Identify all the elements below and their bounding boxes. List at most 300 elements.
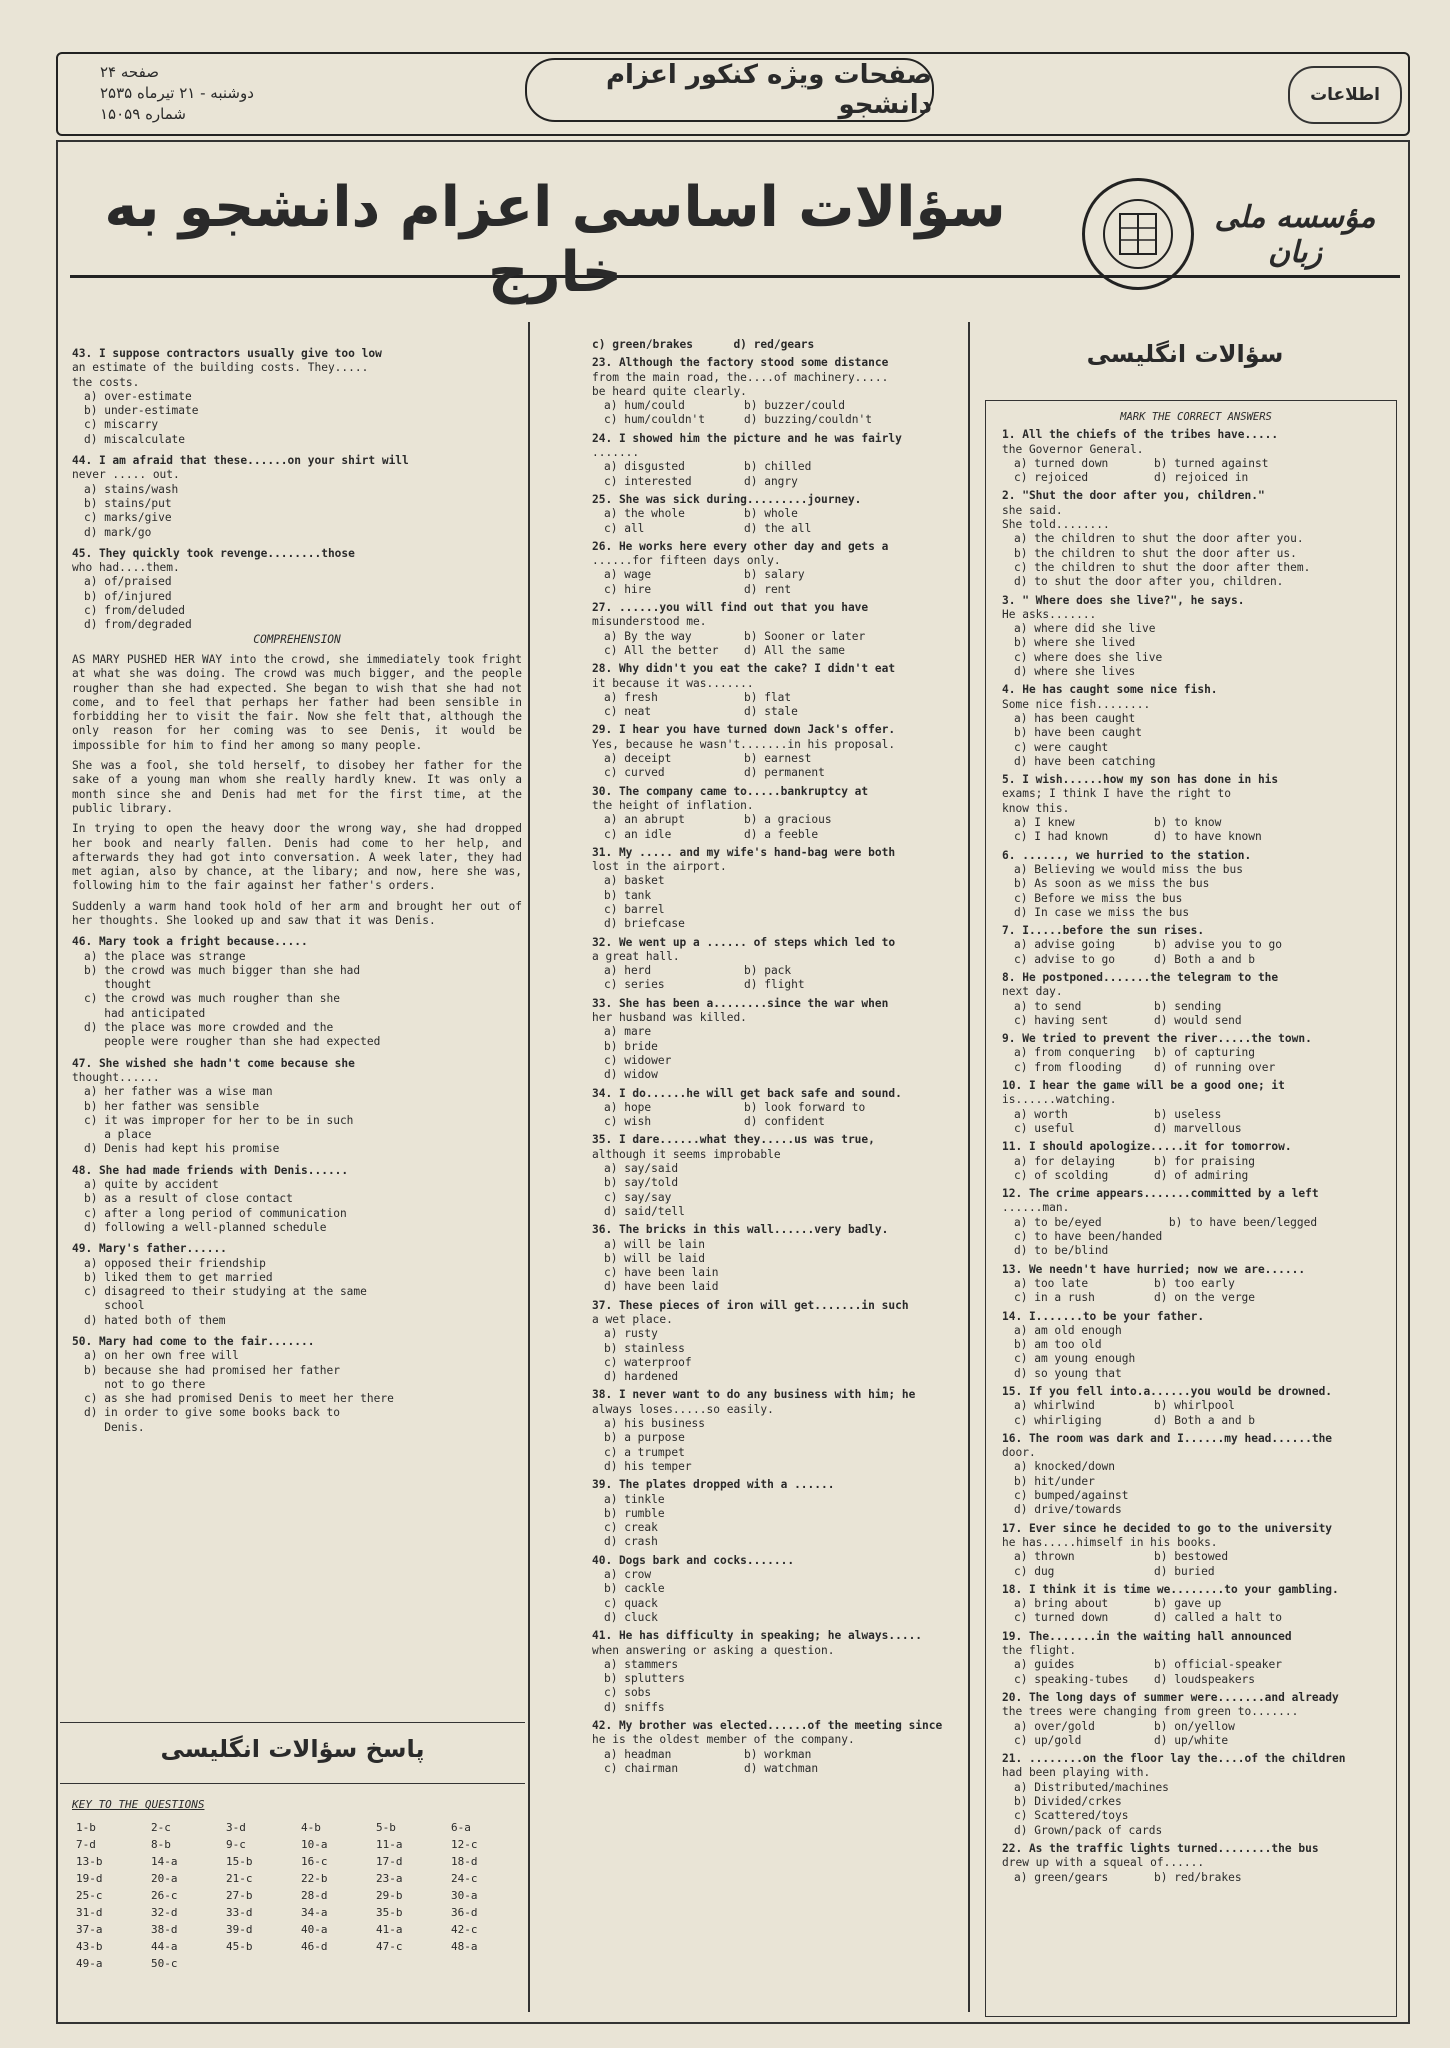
question xyxy=(592,540,962,597)
question xyxy=(1002,1385,1390,1428)
answer-option-row xyxy=(1002,816,1390,830)
answer-option: d) his temper xyxy=(604,1459,692,1473)
key-cell: 14-a xyxy=(151,1855,178,1868)
question-text: 25. She was sick during.........journey. xyxy=(592,492,862,506)
answer-option: d) mark/go xyxy=(84,525,152,539)
answer-option: d) buzzing/couldn't xyxy=(744,413,872,427)
answer-option-row xyxy=(592,828,962,842)
answer-option: c) the children to shut the door after them. xyxy=(1014,560,1311,574)
answer-option-row xyxy=(1002,1658,1390,1672)
answer-option: b) for praising xyxy=(1154,1154,1256,1168)
answer-option: a) guides xyxy=(1014,1658,1075,1672)
answer-option: b) stainless xyxy=(604,1341,685,1355)
key-cell: 40-a xyxy=(301,1923,328,1936)
answer-option: b) bestowed xyxy=(1154,1550,1229,1564)
question xyxy=(592,1299,962,1385)
question-text: the costs. xyxy=(72,375,140,389)
answer-option: d) drive/towards xyxy=(1014,1503,1122,1517)
answer-option: b) where she lived xyxy=(1014,636,1136,650)
issue-info xyxy=(100,62,300,125)
answer-option: b) hit/under xyxy=(1014,1474,1095,1488)
answer-option: b) of capturing xyxy=(1154,1046,1256,1060)
answer-option-row xyxy=(592,413,962,427)
question xyxy=(72,1242,522,1328)
question-text: 8. He postponed.......the telegram to the xyxy=(1002,970,1279,984)
answer-option: c) I had known xyxy=(1014,830,1109,844)
answer-option: a) for delaying xyxy=(1014,1154,1116,1168)
answer-option: c) dug xyxy=(1014,1564,1055,1578)
key-row xyxy=(72,1819,522,1836)
answer-option: a) fresh xyxy=(604,690,658,704)
answer-option: c) interested xyxy=(604,474,692,488)
question-text: She told........ xyxy=(1002,518,1110,532)
answer-option: c) say/say xyxy=(604,1190,672,1204)
answer-option: a) her father was a wise man xyxy=(84,1085,273,1099)
answer-option: b) the children to shut the door after us. xyxy=(1014,546,1297,560)
answer-option: a) headman xyxy=(604,1747,672,1761)
answer-option-row xyxy=(1002,1291,1390,1305)
answer-option: b) whole xyxy=(744,507,798,521)
question xyxy=(1002,1842,1390,1885)
answer-option: c) curved xyxy=(604,766,665,780)
answer-option: d) the all xyxy=(744,521,812,535)
answer-option: b) red/brakes xyxy=(1154,1870,1242,1884)
question-text: thought...... xyxy=(72,1070,160,1084)
answer-option: d) marvellous xyxy=(1154,1121,1242,1135)
question xyxy=(1002,683,1390,769)
answer-option: a) bring about xyxy=(1014,1597,1109,1611)
passage-paragraph: She was a fool, she told herself, to disobey her father for the sake of a young man whom she really hardly knew. It was only a month since she and Denis had met for the first time, at the public library. xyxy=(72,759,522,815)
answer-option: a) his business xyxy=(604,1417,706,1431)
column-rule xyxy=(968,322,970,2012)
answer-option-row xyxy=(592,399,962,413)
key-cell: 28-d xyxy=(301,1889,328,1902)
question xyxy=(1002,1630,1390,1687)
answer-option: b) salary xyxy=(744,568,805,582)
answer-option: d) called a halt to xyxy=(1154,1611,1282,1625)
answer-option: a) I knew xyxy=(1014,816,1075,830)
answer-option: c) the crowd was much rougher than she xyxy=(84,992,340,1006)
answer-option-row xyxy=(1002,1061,1390,1075)
answer-option: b) look forward to xyxy=(744,1100,866,1114)
question xyxy=(1002,1310,1390,1381)
answer-option: d) cluck xyxy=(604,1610,658,1624)
question xyxy=(592,846,962,932)
answer-option: a place xyxy=(84,1128,152,1142)
question-text: 42. My brother was elected......of the meeting since xyxy=(592,1719,943,1733)
question-text: 21. ........on the floor lay the....of the children xyxy=(1002,1752,1346,1766)
question xyxy=(592,356,962,427)
answer-option-row xyxy=(592,1101,962,1115)
answer-option: c) waterproof xyxy=(604,1355,692,1369)
answer-option: c) neat xyxy=(604,705,652,719)
question-text: 3. " Where does she live?", he says. xyxy=(1002,593,1245,607)
newspaper-logo: اطلاعات xyxy=(1288,66,1402,124)
question xyxy=(592,432,962,489)
answer-option: a) quite by accident xyxy=(84,1178,219,1192)
answer-option: b) earnest xyxy=(744,752,812,766)
question-text: 50. Mary had come to the fair....... xyxy=(72,1335,315,1348)
answer-option: a) over/gold xyxy=(1014,1719,1095,1733)
answer-option: Denis. xyxy=(84,1420,145,1434)
question-text: 15. If you fell into.a......you would be drowned. xyxy=(1002,1385,1333,1398)
question xyxy=(1002,1079,1390,1136)
question-text: door. xyxy=(1002,1446,1036,1460)
answer-option: b) chilled xyxy=(744,460,812,474)
answer-option: a) will be lain xyxy=(604,1237,706,1251)
answer-option: a) worth xyxy=(1014,1107,1068,1121)
answer-option: b) official-speaker xyxy=(1154,1658,1282,1672)
question xyxy=(592,785,962,842)
answer-option: d) In case we miss the bus xyxy=(1014,905,1190,919)
question-text: He asks....... xyxy=(1002,607,1097,621)
key-cell: 43-b xyxy=(76,1940,103,1953)
answer-option: not to go there xyxy=(84,1377,206,1391)
question xyxy=(592,493,962,536)
answer-option: b) a purpose xyxy=(604,1431,685,1445)
comprehension-heading: COMPREHENSION xyxy=(253,632,341,646)
key-heading: KEY TO THE QUESTIONS xyxy=(72,1798,205,1811)
key-cell xyxy=(297,1955,372,1972)
column-left xyxy=(72,340,522,1690)
answer-option: c) from/deluded xyxy=(84,604,186,618)
key-cell: 18-d xyxy=(451,1855,478,1868)
answer-option: c) sobs xyxy=(604,1686,652,1700)
question-text: be heard quite clearly. xyxy=(592,384,747,398)
answer-option: c) from flooding xyxy=(1014,1060,1122,1074)
question-text: 36. The bricks in this wall......very badly. xyxy=(592,1223,889,1237)
answer-option: c) Before we miss the bus xyxy=(1014,891,1183,905)
key-cell: 9-c xyxy=(226,1838,246,1851)
question-text: 49. Mary's father...... xyxy=(72,1242,227,1256)
key-cell xyxy=(222,1955,297,1972)
question-text: 34. I do......he will get back safe and sound. xyxy=(592,1086,902,1100)
key-row xyxy=(72,1836,522,1853)
answer-option: d) from/degraded xyxy=(84,618,192,632)
key-cell: 4-b xyxy=(301,1821,321,1834)
answer-option: b) useless xyxy=(1154,1107,1222,1121)
answer-option: d) the place was more crowded and the xyxy=(84,1021,334,1035)
key-cell: 13-b xyxy=(76,1855,103,1868)
answer-option: a) opposed their friendship xyxy=(84,1256,266,1270)
key-cell: 16-c xyxy=(301,1855,328,1868)
question xyxy=(1002,1032,1390,1075)
answer-option: c) speaking-tubes xyxy=(1014,1672,1129,1686)
answer-option: c) it was improper for her to be in such xyxy=(84,1113,354,1127)
key-cell: 36-d xyxy=(451,1906,478,1919)
question-text: 6. ......, we hurried to the station. xyxy=(1002,848,1252,862)
question xyxy=(592,601,962,658)
question-text: never ..... out. xyxy=(72,468,180,482)
key-cell: 23-a xyxy=(376,1872,403,1885)
answer-option: d) Grown/pack of cards xyxy=(1014,1823,1163,1837)
answer-option: a) am old enough xyxy=(1014,1323,1122,1337)
issue-date: دوشنبه - ۲۱ تیرماه ۲۵۳۵ xyxy=(100,84,254,102)
answer-option-row xyxy=(1002,1277,1390,1291)
answer-option: d) miscalculate xyxy=(84,432,186,446)
question xyxy=(592,1719,962,1776)
question-text: 31. My ..... and my wife's hand-bag were both xyxy=(592,845,896,859)
answer-option: c) wish xyxy=(604,1115,652,1129)
answer-option: b) rumble xyxy=(604,1506,665,1520)
answer-option: had anticipated xyxy=(84,1006,206,1020)
answer-option: a) herd xyxy=(604,964,652,978)
question-text: she said. xyxy=(1002,503,1063,517)
answer-option: b) too early xyxy=(1154,1276,1235,1290)
question-text: 19. The.......in the waiting hall announced xyxy=(1002,1629,1292,1643)
key-cell: 22-b xyxy=(301,1872,328,1885)
institute-name: مؤسسه ملی زبان xyxy=(1214,200,1376,270)
key-table xyxy=(72,1819,522,1972)
passage-paragraph: AS MARY PUSHED HER WAY into the crowd, she immediately took fright at what she was doing. The crowd was much bigger, and the people rougher than she had expected. She began to wish that she had not come, and to feel that perhaps her father had been sensible in forbidding her to visit the fair. Now she felt that, although the only reason for her coming was to see Denis, it would be impossible for him to find her among so many people. xyxy=(72,652,522,752)
answer-option-row xyxy=(592,964,962,978)
answer-option: b) on/yellow xyxy=(1154,1719,1235,1733)
answer-option: d) rent xyxy=(744,582,792,596)
answer-option: a) deceipt xyxy=(604,752,672,766)
answer-option-row xyxy=(1002,1000,1390,1014)
answer-option: d) stale xyxy=(744,705,798,719)
question xyxy=(1002,1432,1390,1518)
answer-option: a) on her own free will xyxy=(84,1349,239,1363)
answer-option-row xyxy=(1002,1871,1390,1885)
answer-option-row xyxy=(592,475,962,489)
question-text: it because it was....... xyxy=(592,676,754,690)
question-text: 1. All the chiefs of the tribes have..... xyxy=(1002,428,1279,442)
answer-option: d) to be/blind xyxy=(1014,1244,1109,1258)
answer-option: a) knocked/down xyxy=(1014,1460,1116,1474)
answer-option: c) whirliging xyxy=(1014,1413,1102,1427)
question-text: he is the oldest member of the company. xyxy=(592,1733,855,1747)
question-text: 27. ......you will find out that you have xyxy=(592,601,869,615)
question-text: 12. The crime appears.......committed by a left xyxy=(1002,1187,1319,1201)
question xyxy=(592,936,962,993)
key-cell: 10-a xyxy=(301,1838,328,1851)
answer-option: c) disagreed to their studying at the same xyxy=(84,1285,367,1299)
answer-option: d) permanent xyxy=(744,766,825,780)
answer-option: a) stammers xyxy=(604,1657,679,1671)
key-cell: 48-a xyxy=(451,1940,478,1953)
answer-option: d) angry xyxy=(744,474,798,488)
column-middle xyxy=(592,334,962,2014)
question xyxy=(72,454,522,540)
key-row xyxy=(72,1938,522,1955)
answer-option-row xyxy=(592,460,962,474)
question-text: is......watching. xyxy=(1002,1093,1117,1107)
key-cell: 7-d xyxy=(76,1838,96,1851)
answer-option: d) Both a and b xyxy=(1154,952,1256,966)
answer-option: a) thrown xyxy=(1014,1550,1075,1564)
answer-option: d) All the same xyxy=(744,643,846,657)
answer-option: d) flight xyxy=(744,978,805,992)
answer-option: d) have been laid xyxy=(604,1280,719,1294)
question xyxy=(592,1388,962,1474)
question-text: 10. I hear the game will be a good one; it xyxy=(1002,1079,1285,1093)
answer-option: b) the crowd was much bigger than she had xyxy=(84,963,361,977)
answer-option-row xyxy=(592,1762,962,1776)
answer-option: d) of admiring xyxy=(1154,1168,1249,1182)
question xyxy=(1002,1140,1390,1183)
answer-option: a) basket xyxy=(604,874,665,888)
answer-option: b) liked them to get married xyxy=(84,1270,273,1284)
answer-option: d) said/tell xyxy=(604,1204,685,1218)
question-text: he has.....himself in his books. xyxy=(1002,1535,1218,1549)
answer-option: b) as a result of close contact xyxy=(84,1192,293,1206)
question xyxy=(1002,594,1390,680)
key-cell: 6-a xyxy=(451,1821,471,1834)
question-text: 47. She wished she hadn't come because she xyxy=(72,1056,355,1070)
answer-option: d) following a well-planned schedule xyxy=(84,1220,327,1234)
answer-option: a) tinkle xyxy=(604,1492,665,1506)
question-text: 35. I dare......what they.....us was true, xyxy=(592,1133,875,1147)
answer-option: a) By the way xyxy=(604,629,692,643)
institute-seal xyxy=(1082,178,1194,290)
question xyxy=(592,723,962,780)
question xyxy=(72,935,522,1049)
page-number: صفحه ۲۴ xyxy=(100,63,159,81)
answer-option: d) confident xyxy=(744,1115,825,1129)
key-cell: 39-d xyxy=(226,1923,253,1936)
question-text: exams; I think I have the right to xyxy=(1002,787,1232,801)
answer-option: c) series xyxy=(604,978,665,992)
question-text: 41. He has difficulty in speaking; he always..... xyxy=(592,1629,923,1643)
question-text: the flight. xyxy=(1002,1644,1077,1658)
answer-option-row xyxy=(1002,938,1390,952)
question xyxy=(592,662,962,719)
answer-option: a) from conquering xyxy=(1014,1046,1136,1060)
answer-option: b) workman xyxy=(744,1747,812,1761)
answer-option: a) green/gears xyxy=(1014,1870,1109,1884)
key-cell: 33-d xyxy=(226,1906,253,1919)
key-row xyxy=(72,1887,522,1904)
key-cell: 30-a xyxy=(451,1889,478,1902)
answer-option: b) a gracious xyxy=(744,813,832,827)
answer-option: c) turned down xyxy=(1014,1611,1109,1625)
question-text: the trees were changing from green to....... xyxy=(1002,1705,1299,1719)
question-text: who had....them. xyxy=(72,561,180,575)
answer-option: b) sending xyxy=(1154,999,1222,1013)
answer-option: thought xyxy=(84,978,152,992)
answer-option-row xyxy=(1002,1673,1390,1687)
key-cell: 1-b xyxy=(76,1821,96,1834)
question-text: always loses.....so easily. xyxy=(592,1402,774,1416)
banner-box xyxy=(525,58,934,122)
answer-option: c) useful xyxy=(1014,1121,1075,1135)
answer-option: a) say/said xyxy=(604,1162,679,1176)
key-row xyxy=(72,1921,522,1938)
key-cell: 46-d xyxy=(301,1940,328,1953)
question xyxy=(72,347,522,447)
answer-option-row xyxy=(1002,1597,1390,1611)
key-row xyxy=(72,1955,522,1972)
question-text: misunderstood me. xyxy=(592,615,707,629)
question-text: 46. Mary took a fright because..... xyxy=(72,935,308,949)
answer-option: b) because she had promised her father xyxy=(84,1363,340,1377)
answer-option: b) turned against xyxy=(1154,456,1269,470)
answer-option: c) having sent xyxy=(1014,1013,1109,1027)
answer-option: a) the place was strange xyxy=(84,949,246,963)
answer-option: c) hire xyxy=(604,582,652,596)
question-text: 16. The room was dark and I......my head......the xyxy=(1002,1431,1333,1445)
answer-option: d) hated both of them xyxy=(84,1313,226,1327)
question xyxy=(592,1087,962,1130)
answer-option: c) creak xyxy=(604,1521,658,1535)
answer-option: c) as she had promised Denis to meet her there xyxy=(84,1392,394,1406)
question-text: 24. I showed him the picture and he was fairly xyxy=(592,431,902,445)
question-text: lost in the airport. xyxy=(592,860,727,874)
key-cell: 47-c xyxy=(376,1940,403,1953)
answer-option: b) tank xyxy=(604,888,652,902)
answer-option: c) up/gold xyxy=(1014,1733,1082,1747)
question-text: had been playing with. xyxy=(1002,1766,1151,1780)
answer-option-row xyxy=(592,630,962,644)
answer-option: a) the children to shut the door after you. xyxy=(1014,532,1304,546)
answer-option: c) were caught xyxy=(1014,740,1109,754)
answer-option: d) a feeble xyxy=(744,827,819,841)
answer-key xyxy=(72,1798,522,1998)
answer-option-row xyxy=(1002,1108,1390,1122)
question-text: 30. The company came to.....bankruptcy at xyxy=(592,784,869,798)
answer-option: a) rusty xyxy=(604,1327,658,1341)
question-text: 14. I.......to be your father. xyxy=(1002,1309,1205,1323)
answer-option-row xyxy=(1002,1399,1390,1413)
answer-option: school xyxy=(84,1299,145,1313)
answer-option-row xyxy=(1002,1565,1390,1579)
answer-option: d) briefcase xyxy=(604,917,685,931)
answer-option: d) in order to give some books back to xyxy=(84,1406,340,1420)
key-cell: 42-c xyxy=(451,1923,478,1936)
answer-option: b) whirlpool xyxy=(1154,1399,1235,1413)
question-text: a great hall. xyxy=(592,949,680,963)
answer-option: b) her father was sensible xyxy=(84,1099,260,1113)
answer-option: a) hum/could xyxy=(604,399,685,413)
answer-option: a) of/praised xyxy=(84,575,172,589)
key-cell: 50-c xyxy=(151,1957,178,1970)
answer-option-row xyxy=(592,691,962,705)
question-text: 2. "Shut the door after you, children." xyxy=(1002,489,1265,503)
answer-option: d) on the verge xyxy=(1154,1291,1256,1305)
answer-option-row xyxy=(592,1748,962,1762)
question xyxy=(592,1223,962,1294)
question-text: 18. I think it is time we........to your gambling. xyxy=(1002,1582,1339,1596)
key-cell: 37-a xyxy=(76,1923,103,1936)
question-text: 22. As the traffic lights turned........the bus xyxy=(1002,1841,1319,1855)
passage-paragraph: In trying to open the heavy door the wrong way, she had dropped her book and nearly fallen. Denis had come to her help, and afterwards they had got into conversation. A week later, they had met agian, also by chance, at the libary; and now, here she was, following him to the fair against her father's orders. xyxy=(72,822,522,893)
answer-option: a) stains/wash xyxy=(84,482,179,496)
key-cell: 49-a xyxy=(76,1957,103,1970)
main-title: سؤالات اساسی اعزام دانشجو به خارج xyxy=(104,175,1006,305)
answer-option: d) sniffs xyxy=(604,1700,665,1714)
question xyxy=(592,1478,962,1549)
answer-option: a) turned down xyxy=(1014,456,1109,470)
key-cell: 44-a xyxy=(151,1940,178,1953)
answer-option: b) cackle xyxy=(604,1582,665,1596)
answer-option: d) crash xyxy=(604,1535,658,1549)
question-text: 23. Although the factory stood some distance xyxy=(592,356,889,370)
question-text: 5. I wish......how my son has done in his xyxy=(1002,773,1279,787)
question xyxy=(1002,489,1390,589)
key-row xyxy=(72,1870,522,1887)
answer-option: c) am young enough xyxy=(1014,1352,1136,1366)
answer-option: b) to know xyxy=(1154,816,1222,830)
key-cell: 38-d xyxy=(151,1923,178,1936)
answer-option: c) miscarry xyxy=(84,418,159,432)
answer-option: a) wage xyxy=(604,568,652,582)
question-text: Yes, because he wasn't.......in his proposal. xyxy=(592,737,896,751)
answer-option-row xyxy=(1002,1014,1390,1028)
passage-paragraph: Suddenly a warm hand took hold of her arm and brought her out of her thoughts. She looked up and saw that it was Denis. xyxy=(72,899,522,927)
answer-option: a) where did she live xyxy=(1014,622,1156,636)
answer-option: b) will be laid xyxy=(604,1251,706,1265)
